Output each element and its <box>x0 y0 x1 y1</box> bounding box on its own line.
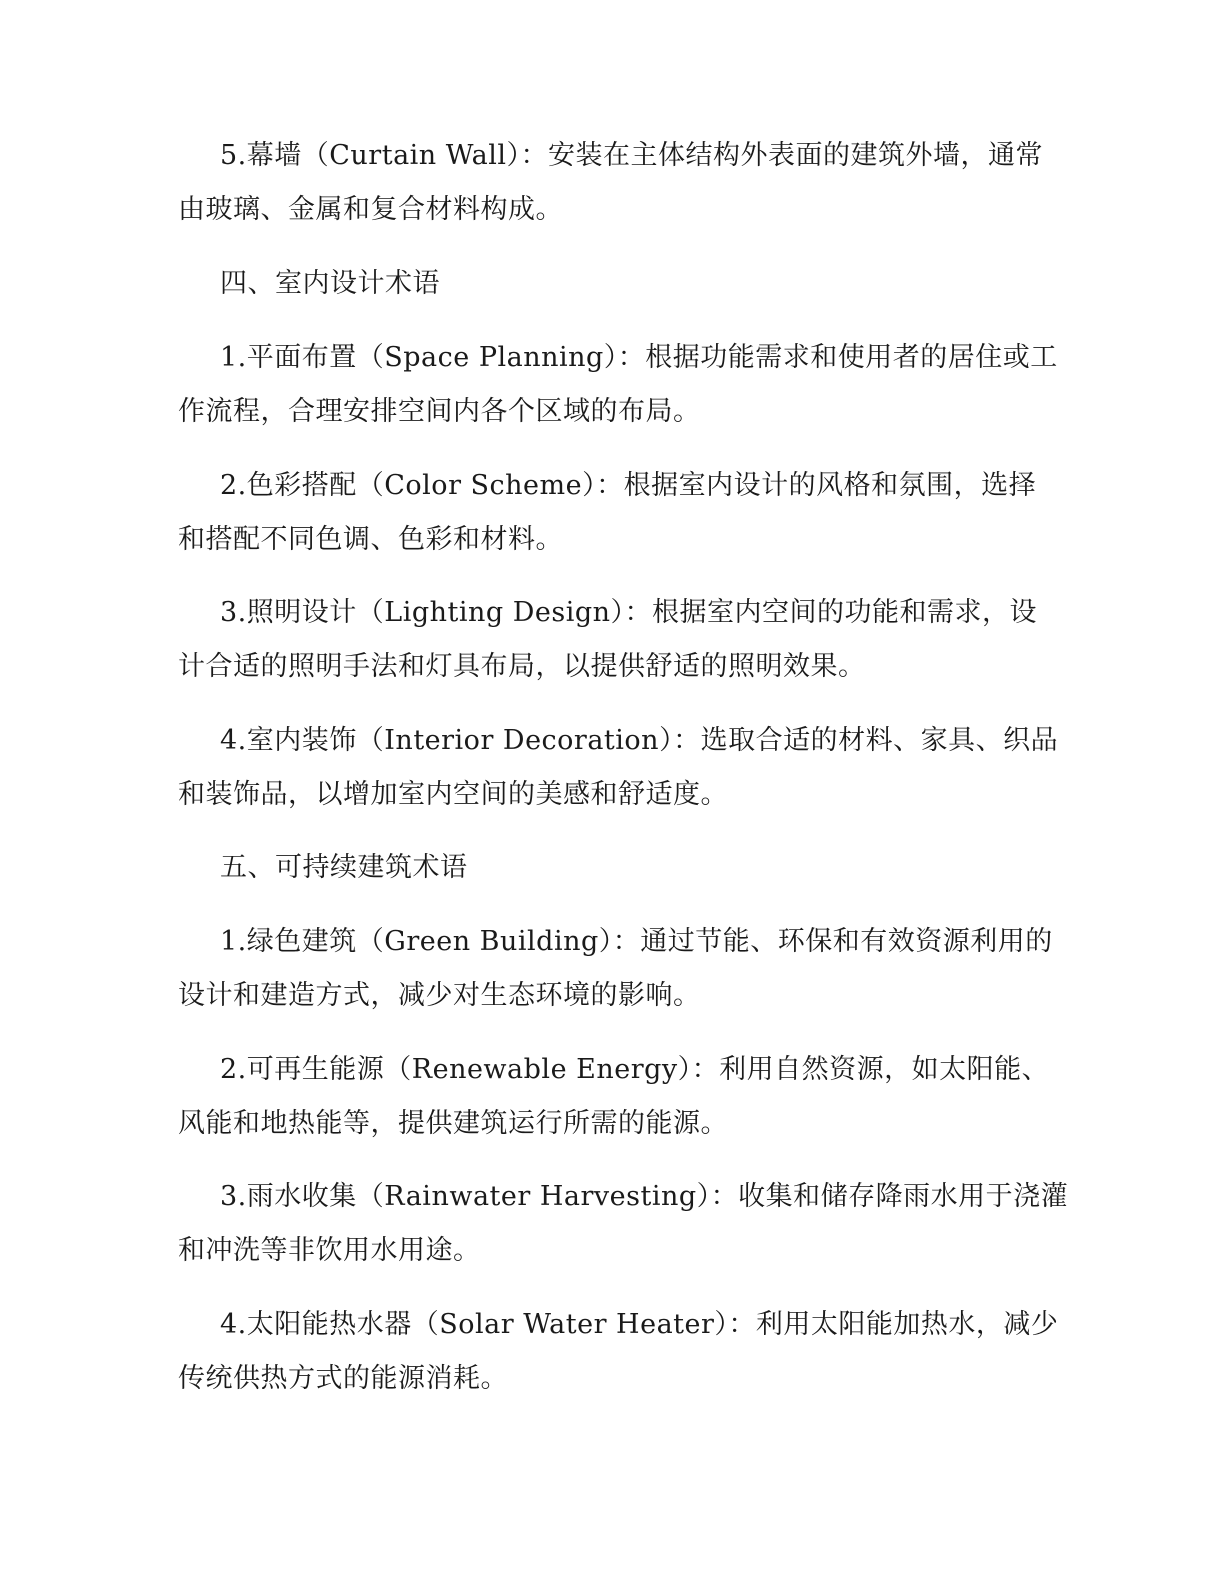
heading-sustainable-building-terms: 五、可持续建筑术语 <box>220 852 468 883</box>
paragraph-green-building-line-1: 1.绿色建筑（Green Building）：通过节能、环保和有效资源利用的 <box>220 926 1053 957</box>
paragraph-curtain-wall-line-2: 由玻璃、金属和复合材料构成。 <box>178 194 563 225</box>
paragraph-curtain-wall-line-1: 5.幕墙（Curtain Wall）：安装在主体结构外表面的建筑外墙，通常 <box>220 140 1044 171</box>
paragraph-interior-decoration-line-1: 4.室内装饰（Interior Decoration）：选取合适的材料、家具、织品 <box>220 725 1059 756</box>
paragraph-rainwater-harvesting-line-2: 和冲洗等非饮用水用途。 <box>178 1235 481 1266</box>
heading-interior-design-terms: 四、室内设计术语 <box>220 268 440 299</box>
paragraph-color-scheme-line-1: 2.色彩搭配（Color Scheme）：根据室内设计的风格和氛围，选择 <box>220 470 1037 501</box>
paragraph-renewable-energy-line-1: 2.可再生能源（Renewable Energy）：利用自然资源，如太阳能、 <box>220 1054 1050 1085</box>
paragraph-solar-water-heater-line-1: 4.太阳能热水器（Solar Water Heater）：利用太阳能加热水，减少 <box>220 1309 1059 1340</box>
paragraph-renewable-energy-line-2: 风能和地热能等，提供建筑运行所需的能源。 <box>178 1108 728 1139</box>
paragraph-color-scheme-line-2: 和搭配不同色调、色彩和材料。 <box>178 524 563 555</box>
paragraph-space-planning-line-2: 作流程，合理安排空间内各个区域的布局。 <box>178 396 701 427</box>
paragraph-green-building-line-2: 设计和建造方式，减少对生态环境的影响。 <box>178 980 701 1011</box>
paragraph-space-planning-line-1: 1.平面布置（Space Planning）：根据功能需求和使用者的居住或工 <box>220 342 1058 373</box>
paragraph-lighting-design-line-1: 3.照明设计（Lighting Design）：根据室内空间的功能和需求，设 <box>220 597 1038 628</box>
paragraph-lighting-design-line-2: 计合适的照明手法和灯具布局，以提供舒适的照明效果。 <box>178 651 866 682</box>
paragraph-interior-decoration-line-2: 和装饰品，以增加室内空间的美感和舒适度。 <box>178 779 728 810</box>
paragraph-rainwater-harvesting-line-1: 3.雨水收集（Rainwater Harvesting）：收集和储存降雨水用于浇灌 <box>220 1181 1069 1212</box>
paragraph-solar-water-heater-line-2: 传统供热方式的能源消耗。 <box>178 1363 508 1394</box>
